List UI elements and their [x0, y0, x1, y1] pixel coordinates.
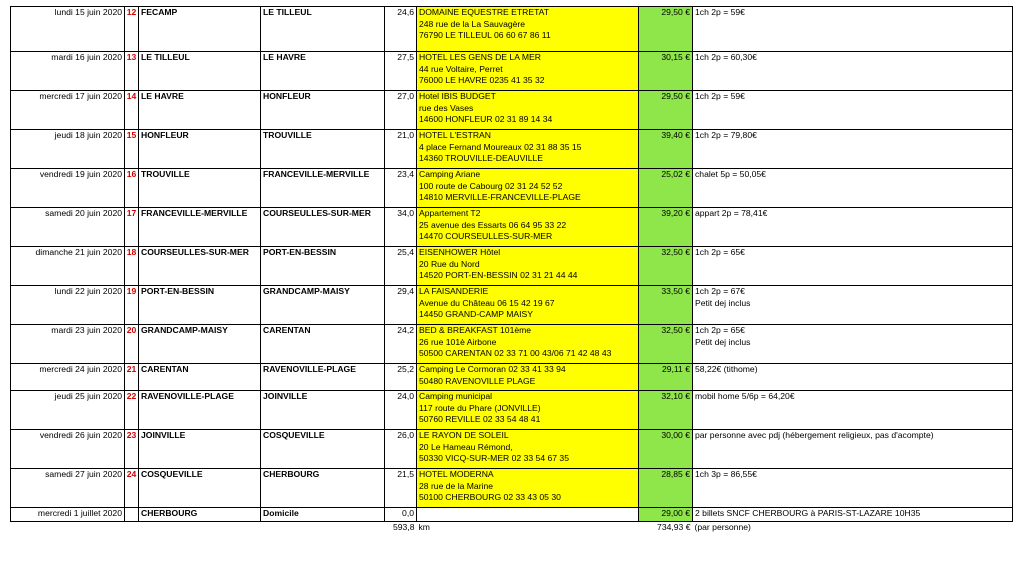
stage-number: 20	[125, 325, 139, 364]
stage-note	[693, 247, 1013, 286]
stage-km: 0,0	[385, 508, 417, 522]
stage-from: JOINVILLE	[139, 430, 261, 469]
stage-accommodation	[417, 508, 639, 522]
stage-to: CARENTAN	[261, 325, 385, 364]
stage-price: 39,40 €	[639, 130, 693, 169]
stage-date: dimanche 21 juin 2020	[11, 247, 125, 286]
stage-to: FRANCEVILLE-MERVILLE	[261, 169, 385, 208]
stage-note	[693, 325, 1013, 364]
stage-from: FRANCEVILLE-MERVILLE	[139, 208, 261, 247]
stage-to: COURSEULLES-SUR-MER	[261, 208, 385, 247]
stage-from: RAVENOVILLE-PLAGE	[139, 391, 261, 430]
total-km-unit: km	[418, 522, 430, 532]
accommodation-line: LA FAISANDERIE	[419, 286, 489, 296]
accommodation-line: Camping Ariane	[419, 169, 481, 179]
accommodation-line: Camping municipal	[419, 391, 493, 401]
stage-date: mardi 16 juin 2020	[11, 52, 125, 91]
accommodation-line: BED & BREAKFAST 101ème	[419, 325, 532, 335]
stage-accommodation	[417, 169, 639, 208]
stage-number: 24	[125, 469, 139, 508]
stage-note	[693, 430, 1013, 469]
stage-number	[125, 508, 139, 522]
stage-note	[693, 391, 1013, 430]
accommodation-line: 14470 COURSEULLES-SUR-MER	[419, 231, 553, 242]
stage-note	[693, 286, 1013, 325]
stage-row	[11, 52, 1013, 91]
stage-km: 21,0	[385, 130, 417, 169]
stage-row	[11, 364, 1013, 391]
stage-km: 25,2	[385, 364, 417, 391]
stage-price: 32,50 €	[639, 247, 693, 286]
stage-km: 21,5	[385, 469, 417, 508]
stage-note	[693, 130, 1013, 169]
stage-date: jeudi 18 juin 2020	[11, 130, 125, 169]
stage-date: jeudi 25 juin 2020	[11, 391, 125, 430]
stage-accommodation	[417, 469, 639, 508]
stage-km: 24,2	[385, 325, 417, 364]
stage-from: FECAMP	[139, 7, 261, 52]
stage-row	[11, 208, 1013, 247]
stage-from: LE TILLEUL	[139, 52, 261, 91]
stage-row	[11, 169, 1013, 208]
accommodation-line: 50330 VICQ-SUR-MER 02 33 54 67 35	[419, 453, 569, 464]
accommodation-line: HOTEL LES GENS DE LA MER	[419, 52, 541, 62]
accommodation-line: 44 rue Voltaire, Perret	[419, 63, 503, 74]
stage-row	[11, 91, 1013, 130]
stage-price: 30,15 €	[639, 52, 693, 91]
stage-number: 12	[125, 7, 139, 52]
stage-accommodation	[417, 7, 639, 52]
stage-row	[11, 325, 1013, 364]
stage-to: PORT-EN-BESSIN	[261, 247, 385, 286]
stage-km: 26,0	[385, 430, 417, 469]
stage-date: lundi 22 juin 2020	[11, 286, 125, 325]
itinerary-table	[10, 6, 1013, 536]
note-line: mobil home 5/6p = 64,20€	[695, 391, 795, 401]
stage-number: 17	[125, 208, 139, 247]
stage-note	[693, 7, 1013, 52]
accommodation-line: 14810 MERVILLE-FRANCEVILLE-PLAGE	[419, 192, 581, 203]
accommodation-line: 76000 LE HAVRE 0235 41 35 32	[419, 75, 545, 86]
note-line: 1ch 2p = 65€	[695, 325, 745, 335]
stage-number: 14	[125, 91, 139, 130]
accommodation-line: 248 rue de la La Sauvagère	[419, 18, 526, 29]
stage-row	[11, 469, 1013, 508]
stage-km: 24,6	[385, 7, 417, 52]
note-line: par personne avec pdj (hébergement religieux, pas d'acompte)	[695, 430, 934, 440]
accommodation-line: 28 rue de la Marine	[419, 480, 494, 491]
note-line: 58,22€ (tithome)	[695, 364, 758, 374]
note-line: 1ch 3p = 86,55€	[695, 469, 757, 479]
stage-price: 30,00 €	[639, 430, 693, 469]
accommodation-line: DOMAINE EQUESTRE ETRETAT	[419, 7, 550, 17]
blank-cell	[261, 522, 385, 536]
stage-row	[11, 7, 1013, 52]
stage-from: COSQUEVILLE	[139, 469, 261, 508]
accommodation-line: 76790 LE TILLEUL 06 60 67 86 11	[419, 30, 551, 41]
stage-date: mercredi 17 juin 2020	[11, 91, 125, 130]
stage-from: GRANDCAMP-MAISY	[139, 325, 261, 364]
stage-accommodation	[417, 247, 639, 286]
stage-price: 29,00 €	[639, 508, 693, 522]
stage-row	[11, 130, 1013, 169]
accommodation-line: 20 Le Hameau Rémond,	[419, 441, 513, 452]
stage-row	[11, 391, 1013, 430]
stage-accommodation	[417, 391, 639, 430]
stage-row	[11, 286, 1013, 325]
stage-accommodation	[417, 130, 639, 169]
stage-note	[693, 208, 1013, 247]
stage-to: Domicile	[261, 508, 385, 522]
stage-price: 28,85 €	[639, 469, 693, 508]
stage-to: RAVENOVILLE-PLAGE	[261, 364, 385, 391]
blank-cell	[125, 522, 139, 536]
accommodation-line: 14600 HONFLEUR 02 31 89 14 34	[419, 114, 553, 125]
stage-row	[11, 508, 1013, 522]
accommodation-line: Camping Le Cormoran 02 33 41 33 94	[419, 364, 566, 374]
stage-note	[693, 364, 1013, 391]
stage-number: 18	[125, 247, 139, 286]
stage-km: 25,4	[385, 247, 417, 286]
stage-km: 27,0	[385, 91, 417, 130]
stage-number: 13	[125, 52, 139, 91]
accommodation-line: 25 avenue des Essarts 06 64 95 33 22	[419, 219, 567, 230]
accommodation-line: EISENHOWER Hôtel	[419, 247, 501, 257]
stage-km: 24,0	[385, 391, 417, 430]
total-price-note: (par personne)	[694, 522, 751, 532]
stage-accommodation	[417, 364, 639, 391]
stage-accommodation	[417, 91, 639, 130]
accommodation-line: HOTEL MODERNA	[419, 469, 494, 479]
stage-note	[693, 169, 1013, 208]
accommodation-line: Hotel IBIS BUDGET	[419, 91, 496, 101]
stage-number: 21	[125, 364, 139, 391]
stage-from: COURSEULLES-SUR-MER	[139, 247, 261, 286]
accommodation-line: 26 rue 101è Airbone	[419, 336, 497, 347]
stage-note	[693, 52, 1013, 91]
stage-number: 19	[125, 286, 139, 325]
stage-to: GRANDCAMP-MAISY	[261, 286, 385, 325]
accommodation-line: 14520 PORT-EN-BESSIN 02 31 21 44 44	[419, 270, 578, 281]
note-line: 1ch 2p = 59€	[695, 91, 745, 101]
stage-to: LE TILLEUL	[261, 7, 385, 52]
stage-note	[693, 469, 1013, 508]
stage-to: JOINVILLE	[261, 391, 385, 430]
note-line: appart 2p = 78,41€	[695, 208, 768, 218]
stage-km: 34,0	[385, 208, 417, 247]
stage-km: 27,5	[385, 52, 417, 91]
accommodation-line: 14360 TROUVILLE-DEAUVILLE	[419, 153, 544, 164]
stage-number: 22	[125, 391, 139, 430]
stage-date: mercredi 1 juillet 2020	[11, 508, 125, 522]
stage-row	[11, 247, 1013, 286]
stage-date: lundi 15 juin 2020	[11, 7, 125, 52]
accommodation-line: Appartement T2	[419, 208, 481, 218]
note-line: 1ch 2p = 59€	[695, 7, 745, 17]
stage-from: LE HAVRE	[139, 91, 261, 130]
stage-date: samedi 20 juin 2020	[11, 208, 125, 247]
totals-row	[11, 522, 1013, 536]
stage-accommodation	[417, 286, 639, 325]
stage-from: PORT-EN-BESSIN	[139, 286, 261, 325]
note-line: Petit dej inclus	[695, 336, 751, 347]
stage-km: 29,4	[385, 286, 417, 325]
note-line: 1ch 2p = 67€	[695, 286, 745, 296]
stage-row	[11, 430, 1013, 469]
blank-cell	[11, 522, 125, 536]
stage-to: CHERBOURG	[261, 469, 385, 508]
stage-to: LE HAVRE	[261, 52, 385, 91]
stage-price: 32,50 €	[639, 325, 693, 364]
accommodation-line: 50480 RAVENOVILLE PLAGE	[419, 375, 536, 386]
accommodation-line: 20 Rue du Nord	[419, 258, 480, 269]
stage-to: HONFLEUR	[261, 91, 385, 130]
stage-number: 16	[125, 169, 139, 208]
accommodation-line: 100 route de Cabourg 02 31 24 52 52	[419, 180, 563, 191]
stage-from: HONFLEUR	[139, 130, 261, 169]
accommodation-line: 14450 GRAND-CAMP MAISY	[419, 309, 533, 320]
note-line: Petit dej inclus	[695, 297, 751, 308]
stage-date: samedi 27 juin 2020	[11, 469, 125, 508]
stage-price: 32,10 €	[639, 391, 693, 430]
stage-price: 29,50 €	[639, 91, 693, 130]
stage-accommodation	[417, 52, 639, 91]
stage-accommodation	[417, 325, 639, 364]
total-km	[385, 522, 417, 536]
stage-date: mardi 23 juin 2020	[11, 325, 125, 364]
accommodation-line: 117 route du Phare (JONVILLE)	[419, 402, 541, 413]
accommodation-line: 50500 CARENTAN 02 33 71 00 43/06 71 42 48 43	[419, 348, 612, 359]
note-line: chalet 5p = 50,05€	[695, 169, 766, 179]
stage-number: 15	[125, 130, 139, 169]
stage-to: COSQUEVILLE	[261, 430, 385, 469]
stage-price: 29,50 €	[639, 7, 693, 52]
stage-date: vendredi 26 juin 2020	[11, 430, 125, 469]
stage-from: CHERBOURG	[139, 508, 261, 522]
accommodation-line: Avenue du Château 06 15 42 19 67	[419, 297, 555, 308]
stage-price: 25,02 €	[639, 169, 693, 208]
note-line: 2 billets SNCF CHERBOURG à PARIS-ST-LAZARE 10H35	[695, 508, 921, 518]
accommodation-line: HOTEL L'ESTRAN	[419, 130, 491, 140]
note-line: 1ch 2p = 60,30€	[695, 52, 757, 62]
stage-note	[693, 91, 1013, 130]
note-line: 1ch 2p = 79,80€	[695, 130, 757, 140]
stage-note	[693, 508, 1013, 522]
stage-price: 29,11 €	[639, 364, 693, 391]
total-price: 734,93 €	[657, 522, 691, 532]
stage-from: TROUVILLE	[139, 169, 261, 208]
accommodation-line: LE RAYON DE SOLEIL	[419, 430, 509, 440]
blank-cell	[139, 522, 261, 536]
stage-number: 23	[125, 430, 139, 469]
accommodation-line: 50100 CHERBOURG 02 33 43 05 30	[419, 492, 561, 503]
stage-price: 39,20 €	[639, 208, 693, 247]
stage-from: CARENTAN	[139, 364, 261, 391]
accommodation-line: 4 place Fernand Moureaux 02 31 88 35 15	[419, 141, 582, 152]
accommodation-line: rue des Vases	[419, 102, 474, 113]
stage-accommodation	[417, 430, 639, 469]
stage-price: 33,50 €	[639, 286, 693, 325]
total-km-value: 593,8	[392, 522, 415, 532]
note-line: 1ch 2p = 65€	[695, 247, 745, 257]
accommodation-line: 50760 REVILLE 02 33 54 48 41	[419, 414, 541, 425]
itinerary-sheet	[10, 6, 1013, 536]
stage-to: TROUVILLE	[261, 130, 385, 169]
stage-date: vendredi 19 juin 2020	[11, 169, 125, 208]
stage-accommodation	[417, 208, 639, 247]
stage-km: 23,4	[385, 169, 417, 208]
stage-date: mercredi 24 juin 2020	[11, 364, 125, 391]
